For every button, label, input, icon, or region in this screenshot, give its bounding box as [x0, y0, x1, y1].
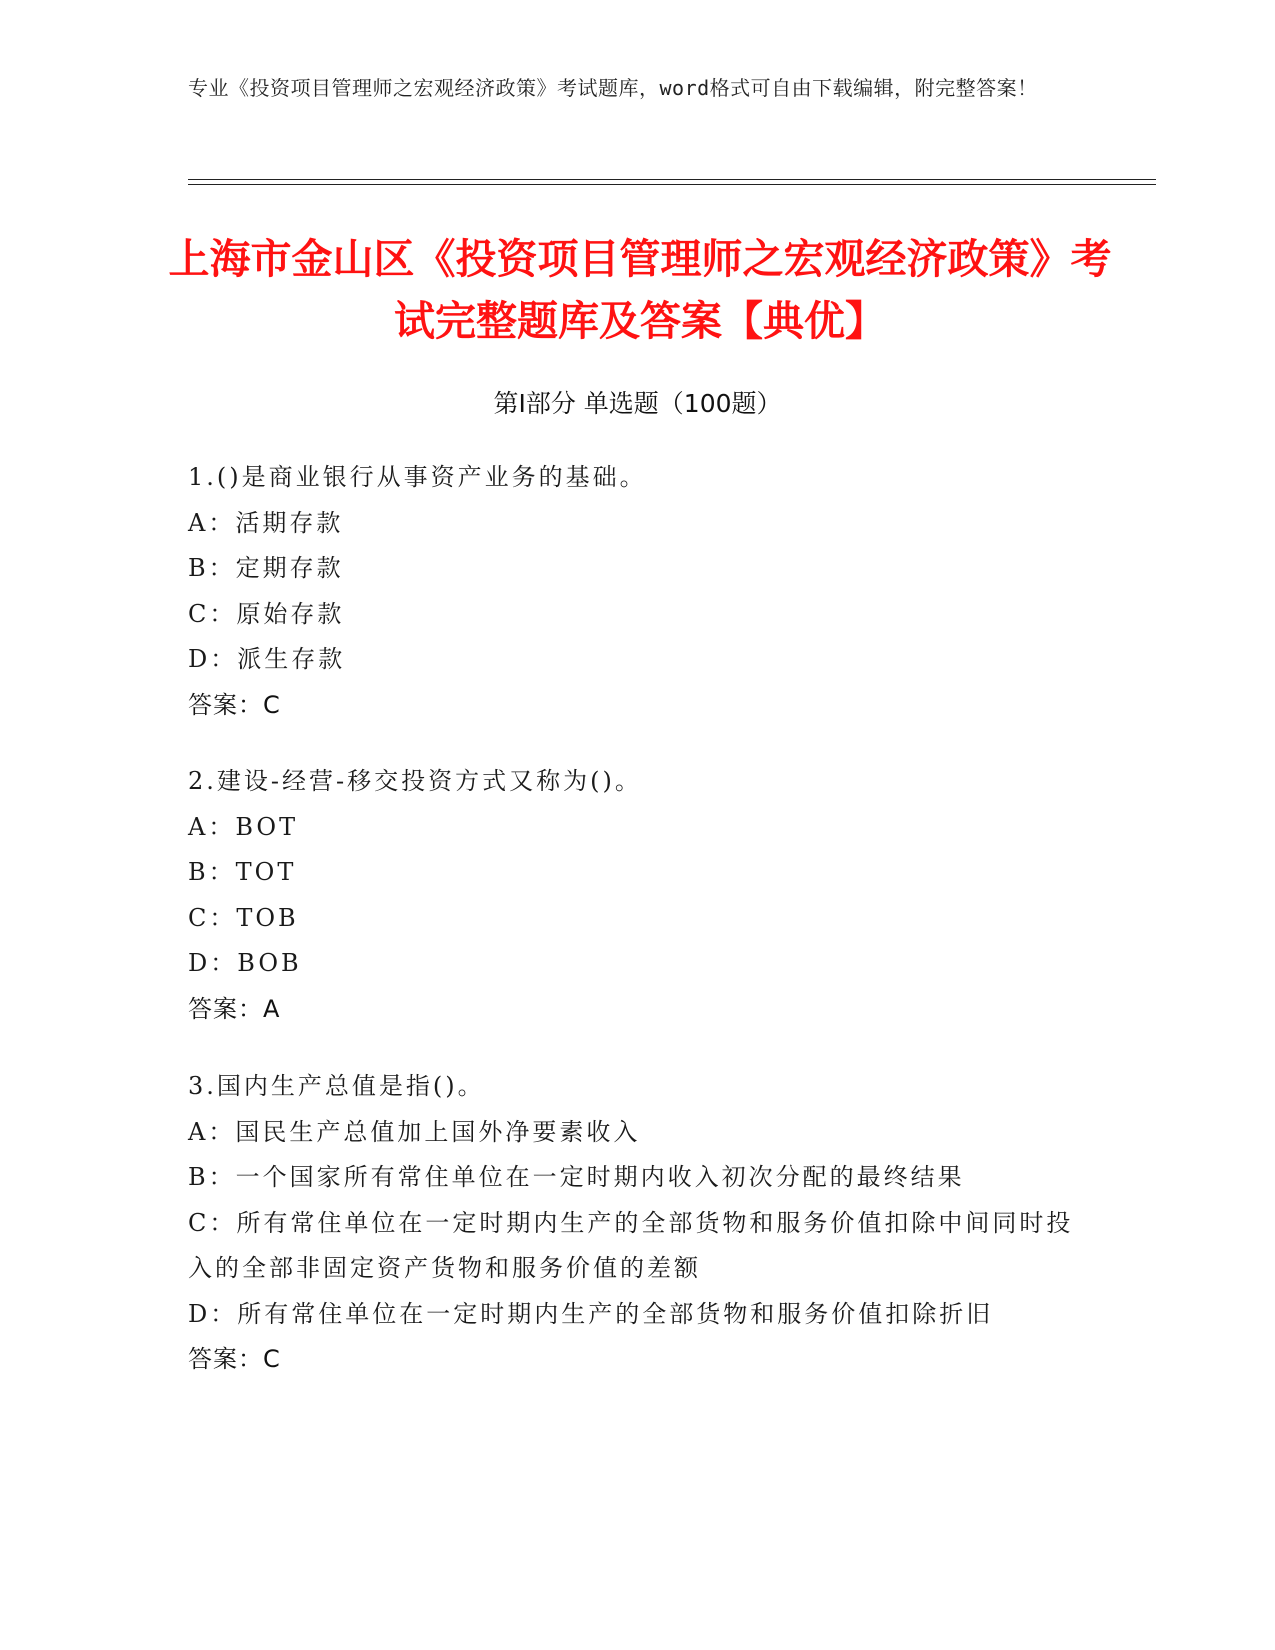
- header-divider-bottom: [188, 184, 1156, 185]
- option-a: A：国民生产总值加上国外净要素收入: [188, 1117, 641, 1146]
- option-b: B：定期存款: [188, 554, 344, 582]
- question-stem: 3.国内生产总值是指()。: [188, 1072, 485, 1100]
- option-a: A：BOT: [188, 812, 299, 841]
- question-1: [188, 455, 1078, 728]
- question-stem: 1.()是商业银行从事资产业务的基础。: [188, 463, 647, 491]
- option-c: C：原始存款: [188, 599, 345, 628]
- option-c: C：所有常住单位在一定时期内生产的全部货物和服务价值扣除中间同时投入的全部非固定资产货物和服务价值的差额: [188, 1208, 1074, 1282]
- option-d: D：所有常住单位在一定时期内生产的全部货物和服务价值扣除折旧: [188, 1299, 994, 1328]
- section-heading: 第Ⅰ部分 单选题（100题）: [493, 389, 782, 418]
- question-3: [188, 1064, 1078, 1383]
- option-d: D：派生存款: [188, 645, 346, 673]
- answer-line: 答案：A: [188, 994, 281, 1023]
- header-divider-top: [188, 179, 1156, 180]
- header-note: 专业《投资项目管理师之宏观经济政策》考试题库，word格式可自由下载编辑，附完整答案！: [188, 76, 1038, 100]
- question-2: [188, 759, 1078, 1032]
- document-title: 上海市金山区《投资项目管理师之宏观经济政策》考试完整题库及答案【典优】: [168, 235, 1112, 345]
- option-b: B：一个国家所有常住单位在一定时期内收入初次分配的最终结果: [188, 1163, 965, 1191]
- option-d: D：BOB: [188, 949, 302, 977]
- option-a: A：活期存款: [188, 508, 344, 537]
- option-c: C：TOB: [188, 903, 299, 932]
- option-b: B：TOT: [188, 858, 297, 886]
- answer-line: 答案：C: [188, 1345, 281, 1373]
- answer-line: 答案：C: [188, 690, 281, 719]
- question-stem: 2.建设-经营-移交投资方式又称为()。: [188, 767, 642, 795]
